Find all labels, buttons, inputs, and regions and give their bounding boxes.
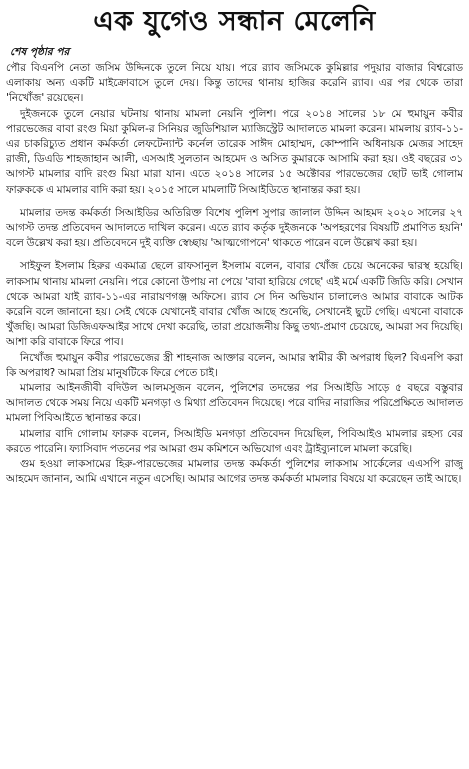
paragraph-6: মামলার আইনজীবী বদিউল আলমসুজন বলেন, পুলিশের তদন্তের পর সিআইডি সাড়ে ৫ বছরে বস্তুবার আদালত থেকে সময় নিয়ে একটি মনগড়া ও মিথ্যা প্রতিবেদন দিয়েছে। পরে বাদির নারাজির পরিপ্রেক্ষিতে আদালত মামলা পিবিআইতে স্থানান্তর করে। <box>6 382 463 425</box>
paragraph-7: মামলার বাদি গোলাম ফারুক বলেন, সিআইডি মনগড়া প্রতিবেদন দিয়েছিল, পিবিআইও মামলার রহস্য বের করতে পারেনি। ফ্যাসিবাদ পতনের পর আমরা গুম কমিশনে অভিযোগ এবং ট্রাইব্যুনালে মামলা করেছি। <box>6 427 463 455</box>
continued-from-label: শেষ পৃষ্ঠার পর <box>10 46 70 58</box>
paragraph-3: মামলার তদন্ত কর্মকর্তা সিআইডির অতিরিক্ত বিশেষ পুলিশ সুপার জালাল উদ্দিন আহমদ ২০২০ সালের ২৭ আগস্ট তদন্ত প্রতিবেদন আদালতে দাখিল করেন। এতে র‍্যাব কর্তৃক দুইজনকে 'অপহরণের বিষয়টি প্রমাণিত হয়নি' বলে উল্লেখ করা হয়। প্রতিবেদনে দুই ব্যক্তি স্বেচ্ছায় 'আত্মগোপনে' থাকতে পারেন বলে উল্লেখ করা হয়। <box>6 206 463 250</box>
headline: এক যুগেও সন্ধান মেলেনি <box>93 6 376 37</box>
paragraph-2: দুইজনকে তুলে নেয়ার ঘটনায় থানায় মামলা নেয়নি পুলিশ। পরে ২০১৪ সালের ১৮ মে হুমায়ুন কবীর পারভেজের বাবা রংগু মিয়া কুমিল-র সিনিয়র জুডিশিয়াল ম্যাজিস্ট্রেট আদালতে মামলা করেন। মামলায় র‍্যাব-১১-এর চাকরিচ্যুত প্রধান কর্মকর্তা লেফটেন্যান্ট কর্নেল তারেক সাঈদ মোহাম্মদ, কোম্পানি অধিনায়ক মেজর সাহেদ রাজী, ডিএডি শাহজাহান আলী, এসআই সুলতান আহমেদ ও অসিত কুমারকে আসামি করা হয়। ওই বছরের ৩১ আগস্ট মামলার বাদি রংগু মিয়া মারা যান। এতে ২০১৪ সালের ১৫ অক্টোবর পারভেজের ছোট ভাই গোলাম ফারুককে এ মামলার বাদি করা হয়। ২০১৫ সালে মামলাটি সিআইডিতে স্থানান্তর করা হয়। <box>6 107 463 196</box>
paragraph-5: নিখোঁজ হুমায়ুন কবীর পারভেজের স্ত্রী শাহনাজ আক্তার বলেন, আমার স্বামীর কী অপরাধ ছিল? বিএনপি করা কি অপরাধ? আমরা প্রিয় মানুষটিকে ফিরে পেতে চাই। <box>6 351 463 379</box>
article-body <box>6 61 463 769</box>
paragraph-8: গুম হওয়া লাকসামের হিরু-পারভেজের মামলার তদন্ত কর্মকর্তা পুলিশের লাকসাম সার্কেলের এএসপি রাজু আহমেদ জানান, আমি এখানে নতুন এসেছি। আমার আগের তদন্ত কর্মকর্তা মামলার বিষয়ে যা করেছেন তাই আছে। <box>6 458 463 486</box>
paragraph-1: পৌর বিএনপি নেতা জসিম উদ্দিনকে তুলে নিয়ে যায়। পরে র‍্যাব জসিমকে কুমিল্লার পদুয়ার বাজার বিশ্বরোড এলাকায় অন্য একটি মাইক্রোবাসে তুলে দেয়। কিন্তু তাদের থানায় হাজির করেনি র‍্যাব। এর পর থেকে তারা 'নিখোঁজ' রয়েছেন। <box>6 62 463 105</box>
paragraph-4: সাইফুল ইসলাম হিরুর একমাত্র ছেলে রাফসানুল ইসলাম বলেন, বাবার খোঁজ চেয়ে অনেকের দ্বারস্থ হয়েছি। লাকসাম থানায় মামলা নেয়নি। পরে কোনো উপায় না পেয়ে 'বাবা হারিয়ে গেছে' এই মর্মে একটি জিডি করি। সেখান থেকে আমরা যাই র‍্যাব-১১-এর নারায়ণগঞ্জ অফিসে। র‍্যাব সে দিন অভিযান চালালেও আমার বাবাকে আটক করেনি বলে জানানো হয়। সেই থেকে যেখানেই বাবার খোঁজ আছে শুনেছি, সেখানেই ছুটে গেছি। এখনো বাবাকে খুঁজছি। আমরা ডিজিএফআইর সাথে দেখা করেছি, তারা প্রয়োজনীয় কিছু তথ্য-প্রমাণ চেয়েছে, আমরা সব দিয়েছি। আশা করি বাবাকে ফিরে পাব। <box>6 260 463 349</box>
